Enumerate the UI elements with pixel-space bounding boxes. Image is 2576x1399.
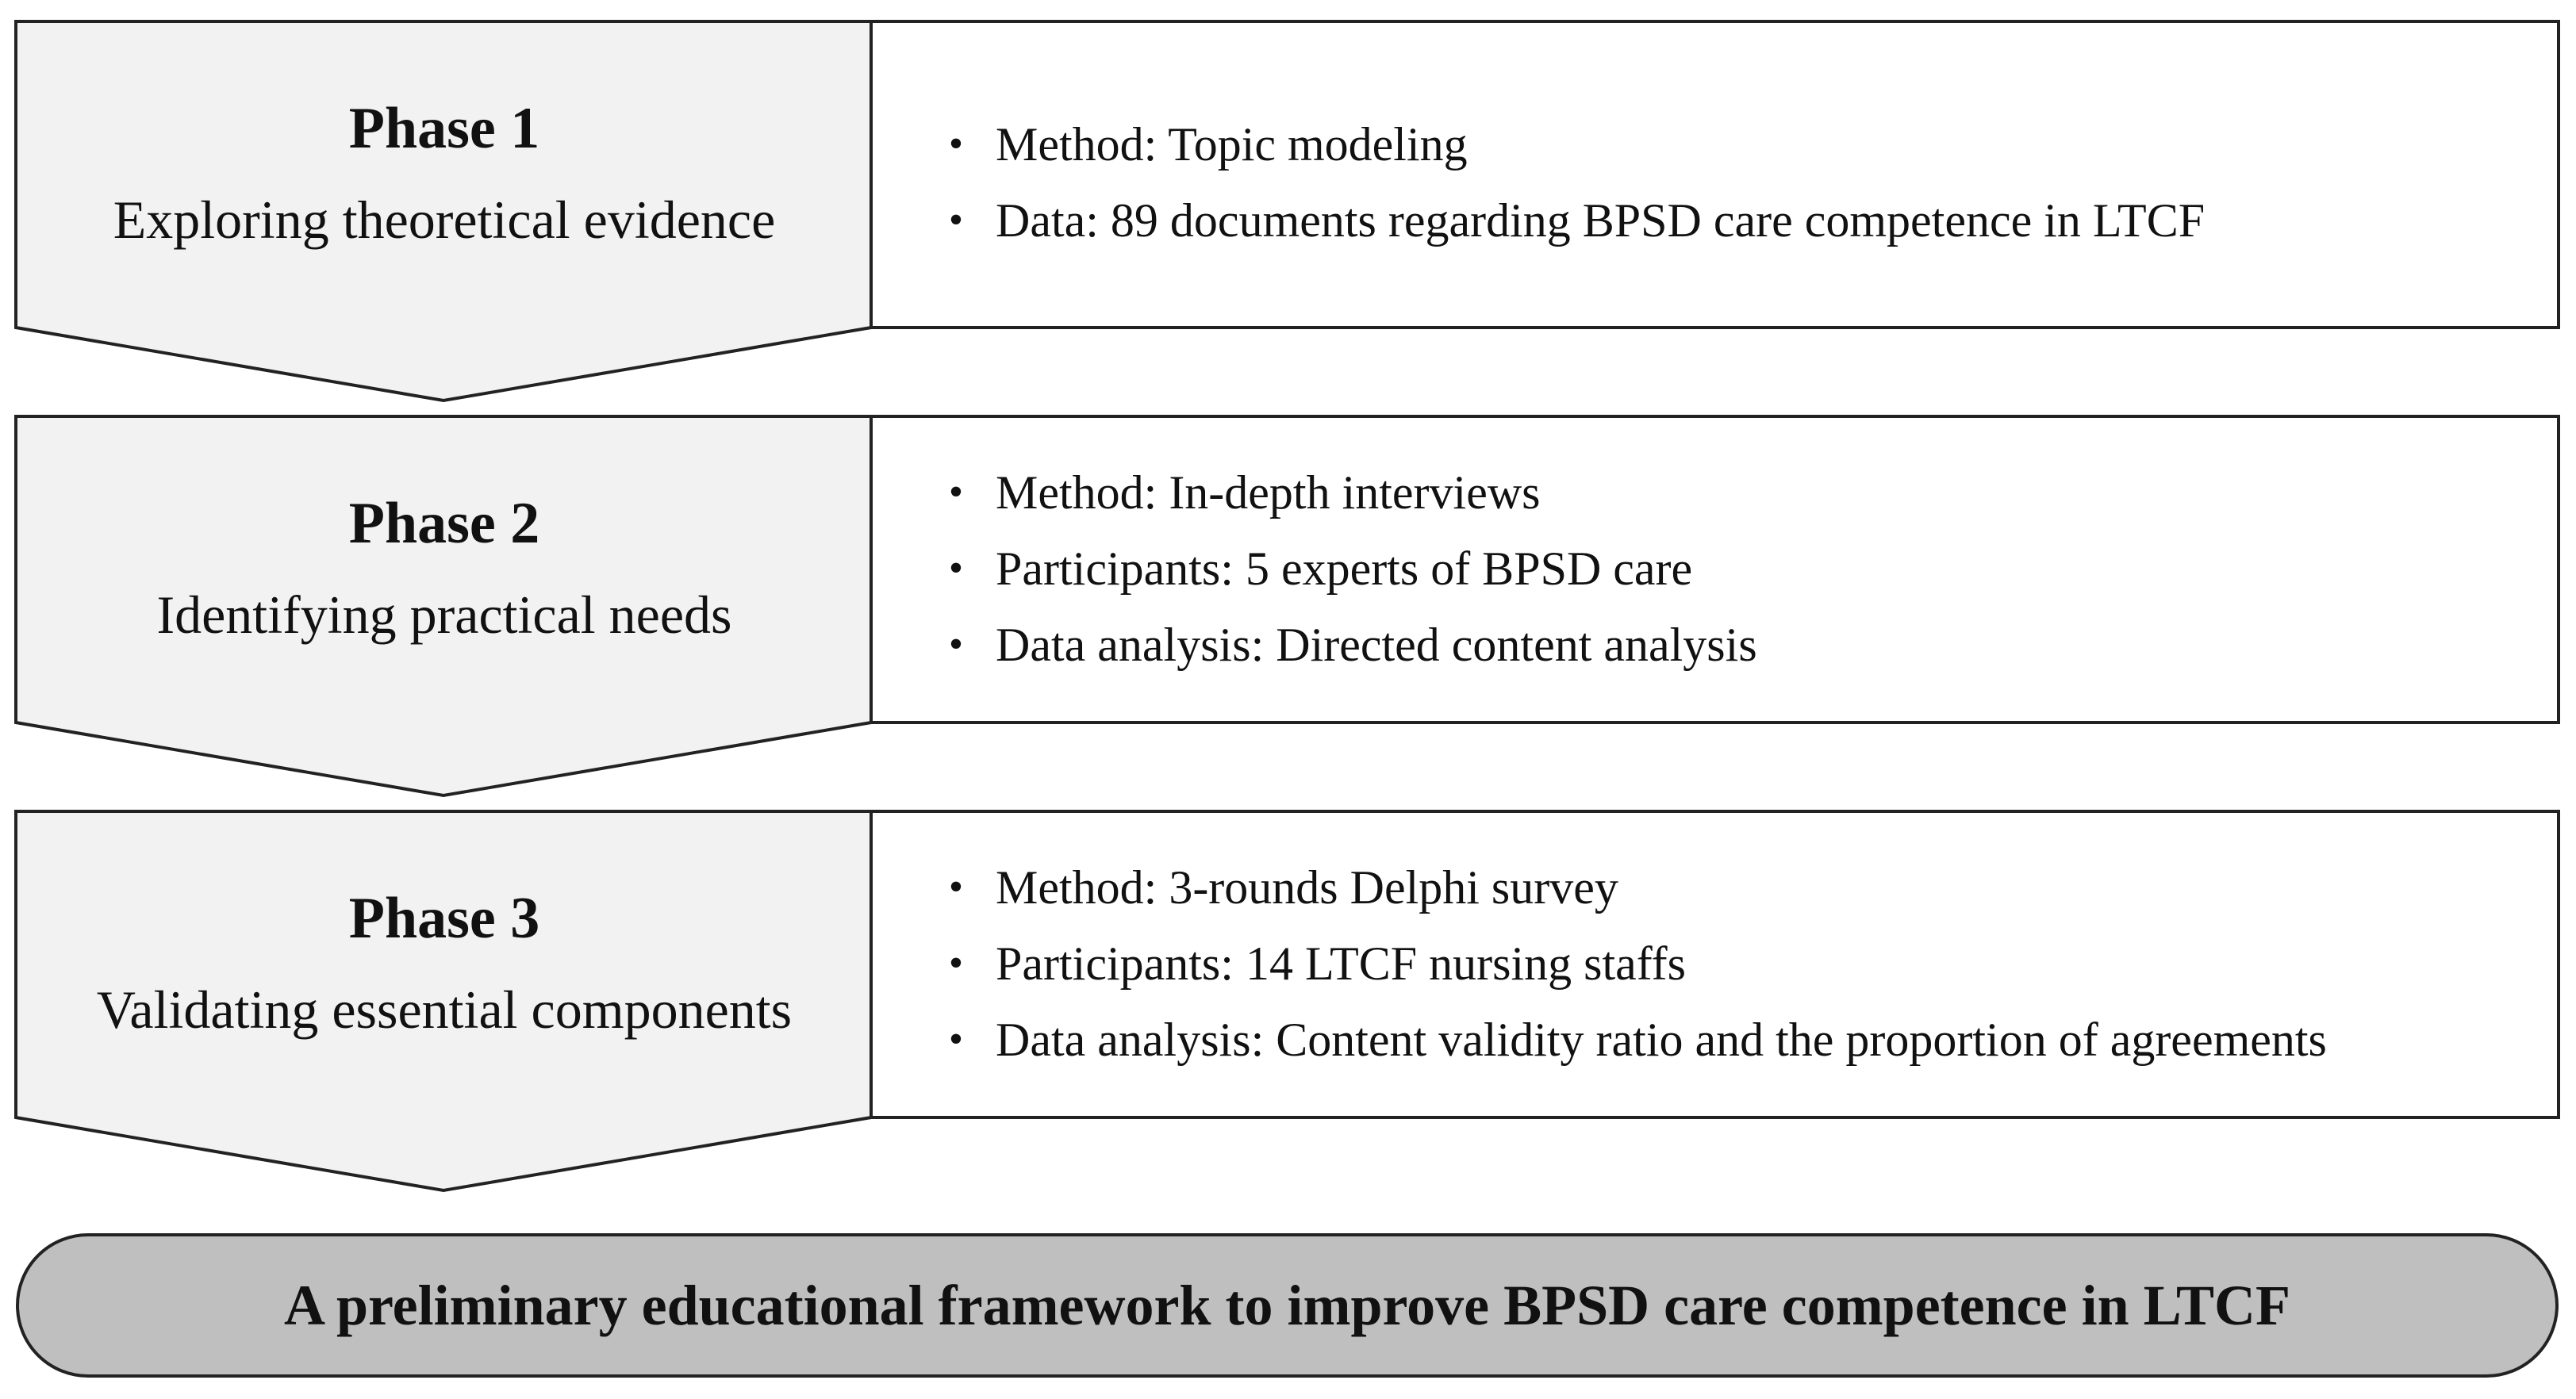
bullet-icon: • xyxy=(948,941,964,986)
bullet-icon: • xyxy=(948,470,964,515)
bullet-icon: • xyxy=(948,864,964,910)
phase-3-block xyxy=(0,810,2576,1222)
phase-1-details xyxy=(940,106,2205,259)
phase-2-title: Identifying practical needs xyxy=(156,585,732,645)
phase-2-details xyxy=(940,454,1757,683)
detail-item xyxy=(940,106,2205,182)
detail-text: Method: In-depth interviews xyxy=(996,466,1541,519)
detail-item xyxy=(940,1002,2327,1078)
bullet-icon: • xyxy=(948,546,964,591)
phase-1-block xyxy=(0,20,2576,432)
detail-item xyxy=(940,454,1757,531)
detail-item xyxy=(940,926,2327,1002)
detail-item xyxy=(940,849,2327,926)
detail-text: Participants: 14 LTCF nursing staffs xyxy=(996,937,1686,990)
phase-2-number: Phase 2 xyxy=(348,491,540,556)
detail-text: Participants: 5 experts of BPSD care xyxy=(996,542,1693,595)
detail-item xyxy=(940,607,1757,683)
phase-2-block xyxy=(0,415,2576,827)
phase-3-number: Phase 3 xyxy=(348,886,540,951)
detail-item xyxy=(940,182,2205,259)
detail-item xyxy=(940,531,1757,607)
detail-text: Data analysis: Directed content analysis xyxy=(996,619,1757,671)
phase-1-title: Exploring theoretical evidence xyxy=(113,190,776,250)
outcome-text: A preliminary educational framework to improve BPSD care competence in LTCF xyxy=(283,1273,2291,1337)
detail-text: Data analysis: Content validity ratio and the proportion of agreements xyxy=(996,1014,2327,1066)
bullet-icon: • xyxy=(948,121,964,167)
bullet-icon: • xyxy=(948,622,964,667)
detail-text: Method: Topic modeling xyxy=(996,118,1468,171)
detail-text: Data: 89 documents regarding BPSD care competence in LTCF xyxy=(996,194,2206,247)
phase-1-number: Phase 1 xyxy=(348,96,540,161)
bullet-icon: • xyxy=(948,197,964,243)
bullet-icon: • xyxy=(948,1017,964,1062)
phase-3-title: Validating essential components xyxy=(96,979,793,1040)
detail-text: Method: 3-rounds Delphi survey xyxy=(996,861,1618,914)
phase-3-details xyxy=(940,849,2327,1078)
outcome-box xyxy=(16,1233,2559,1378)
